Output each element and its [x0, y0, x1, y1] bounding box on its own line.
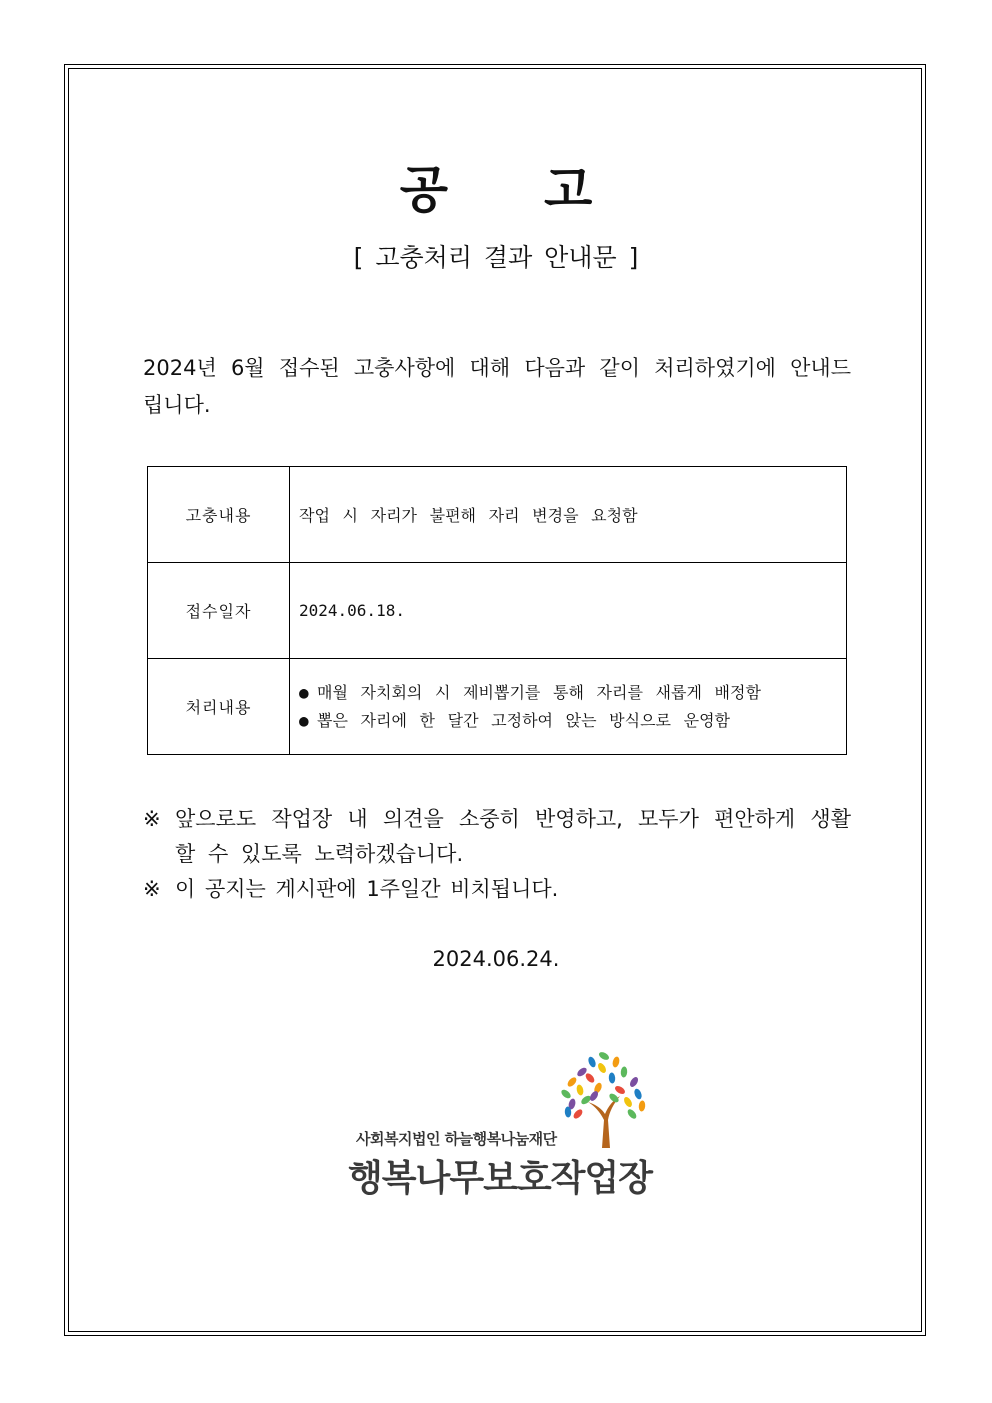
table-row: [148, 659, 847, 755]
leaf-mark: [612, 1056, 621, 1068]
leaf-mark: [584, 1072, 596, 1085]
notice-date: 2024.06.24.: [432, 947, 560, 971]
leaf-mark: [628, 1076, 639, 1089]
list-item: [299, 679, 846, 707]
notice-title-char-2: 고: [544, 161, 593, 219]
row-label-resolution: 처리내용: [148, 659, 290, 755]
row-value-resolution: [290, 659, 847, 755]
leaf-mark: [633, 1088, 643, 1101]
note-item: [143, 802, 851, 872]
resolution-item-text: 뽑은 자리에 한 달간 고정하여 앉는 방식으로 운영함: [317, 710, 731, 730]
leaf-mark: [614, 1084, 627, 1095]
table-row: [148, 467, 847, 563]
notice-subtitle: [ 고충처리 결과 안내문 ]: [353, 243, 639, 272]
leaf-mark: [560, 1088, 573, 1100]
notice-title: [0, 160, 992, 220]
row-label-content: 고충내용: [148, 467, 290, 563]
row-value-received-date: 2024.06.18.: [290, 563, 847, 659]
resolution-item-text: 매월 자치회의 시 제비뽑기를 통해 자리를 새롭게 배정함: [317, 682, 761, 702]
leaf-mark: [608, 1072, 615, 1083]
org-subtitle: 사회복지법인 하늘행복나눔재단: [356, 1130, 557, 1148]
note-item: [143, 872, 851, 907]
organization-logo: [348, 1050, 658, 1200]
bullet-icon: ●: [299, 682, 309, 702]
resolution-list: [290, 679, 846, 735]
row-label-received-date: 접수일자: [148, 563, 290, 659]
leaf-mark: [620, 1066, 627, 1078]
reference-mark-icon: ※: [143, 877, 161, 901]
leaf-mark: [626, 1108, 638, 1121]
leaf-mark: [566, 1076, 578, 1088]
table-row: [148, 563, 847, 659]
org-name: 행복나무보호작업장: [348, 1158, 652, 1199]
row-value-content: 작업 시 자리가 불편해 자리 변경을 요청함: [290, 467, 847, 563]
notice-title-char-1: 공: [399, 161, 448, 219]
intro-paragraph: 2024년 6월 접수된 고충사항에 대해 다음과 같이 처리하였기에 안내드립니다.: [143, 356, 851, 417]
tree-logo-icon: [558, 1050, 648, 1150]
bullet-icon: ●: [299, 710, 309, 730]
leaf-mark: [596, 1062, 607, 1075]
leaf-mark: [587, 1056, 597, 1069]
leaf-mark: [622, 1096, 633, 1109]
reference-mark-icon: ※: [143, 807, 161, 831]
note-text: 앞으로도 작업장 내 의견을 소중히 반영하고, 모두가 편안하게 생활할 수 있도록 노력하겠습니다.: [175, 807, 851, 866]
note-text: 이 공지는 게시판에 1주일간 비치됩니다.: [175, 877, 559, 901]
list-item: [299, 707, 846, 735]
leaf-mark: [572, 1108, 584, 1120]
notes-section: [143, 802, 851, 907]
leaf-mark: [638, 1100, 646, 1112]
leaf-mark: [576, 1084, 585, 1096]
grievance-table: [147, 466, 847, 755]
leaf-mark: [598, 1050, 611, 1061]
